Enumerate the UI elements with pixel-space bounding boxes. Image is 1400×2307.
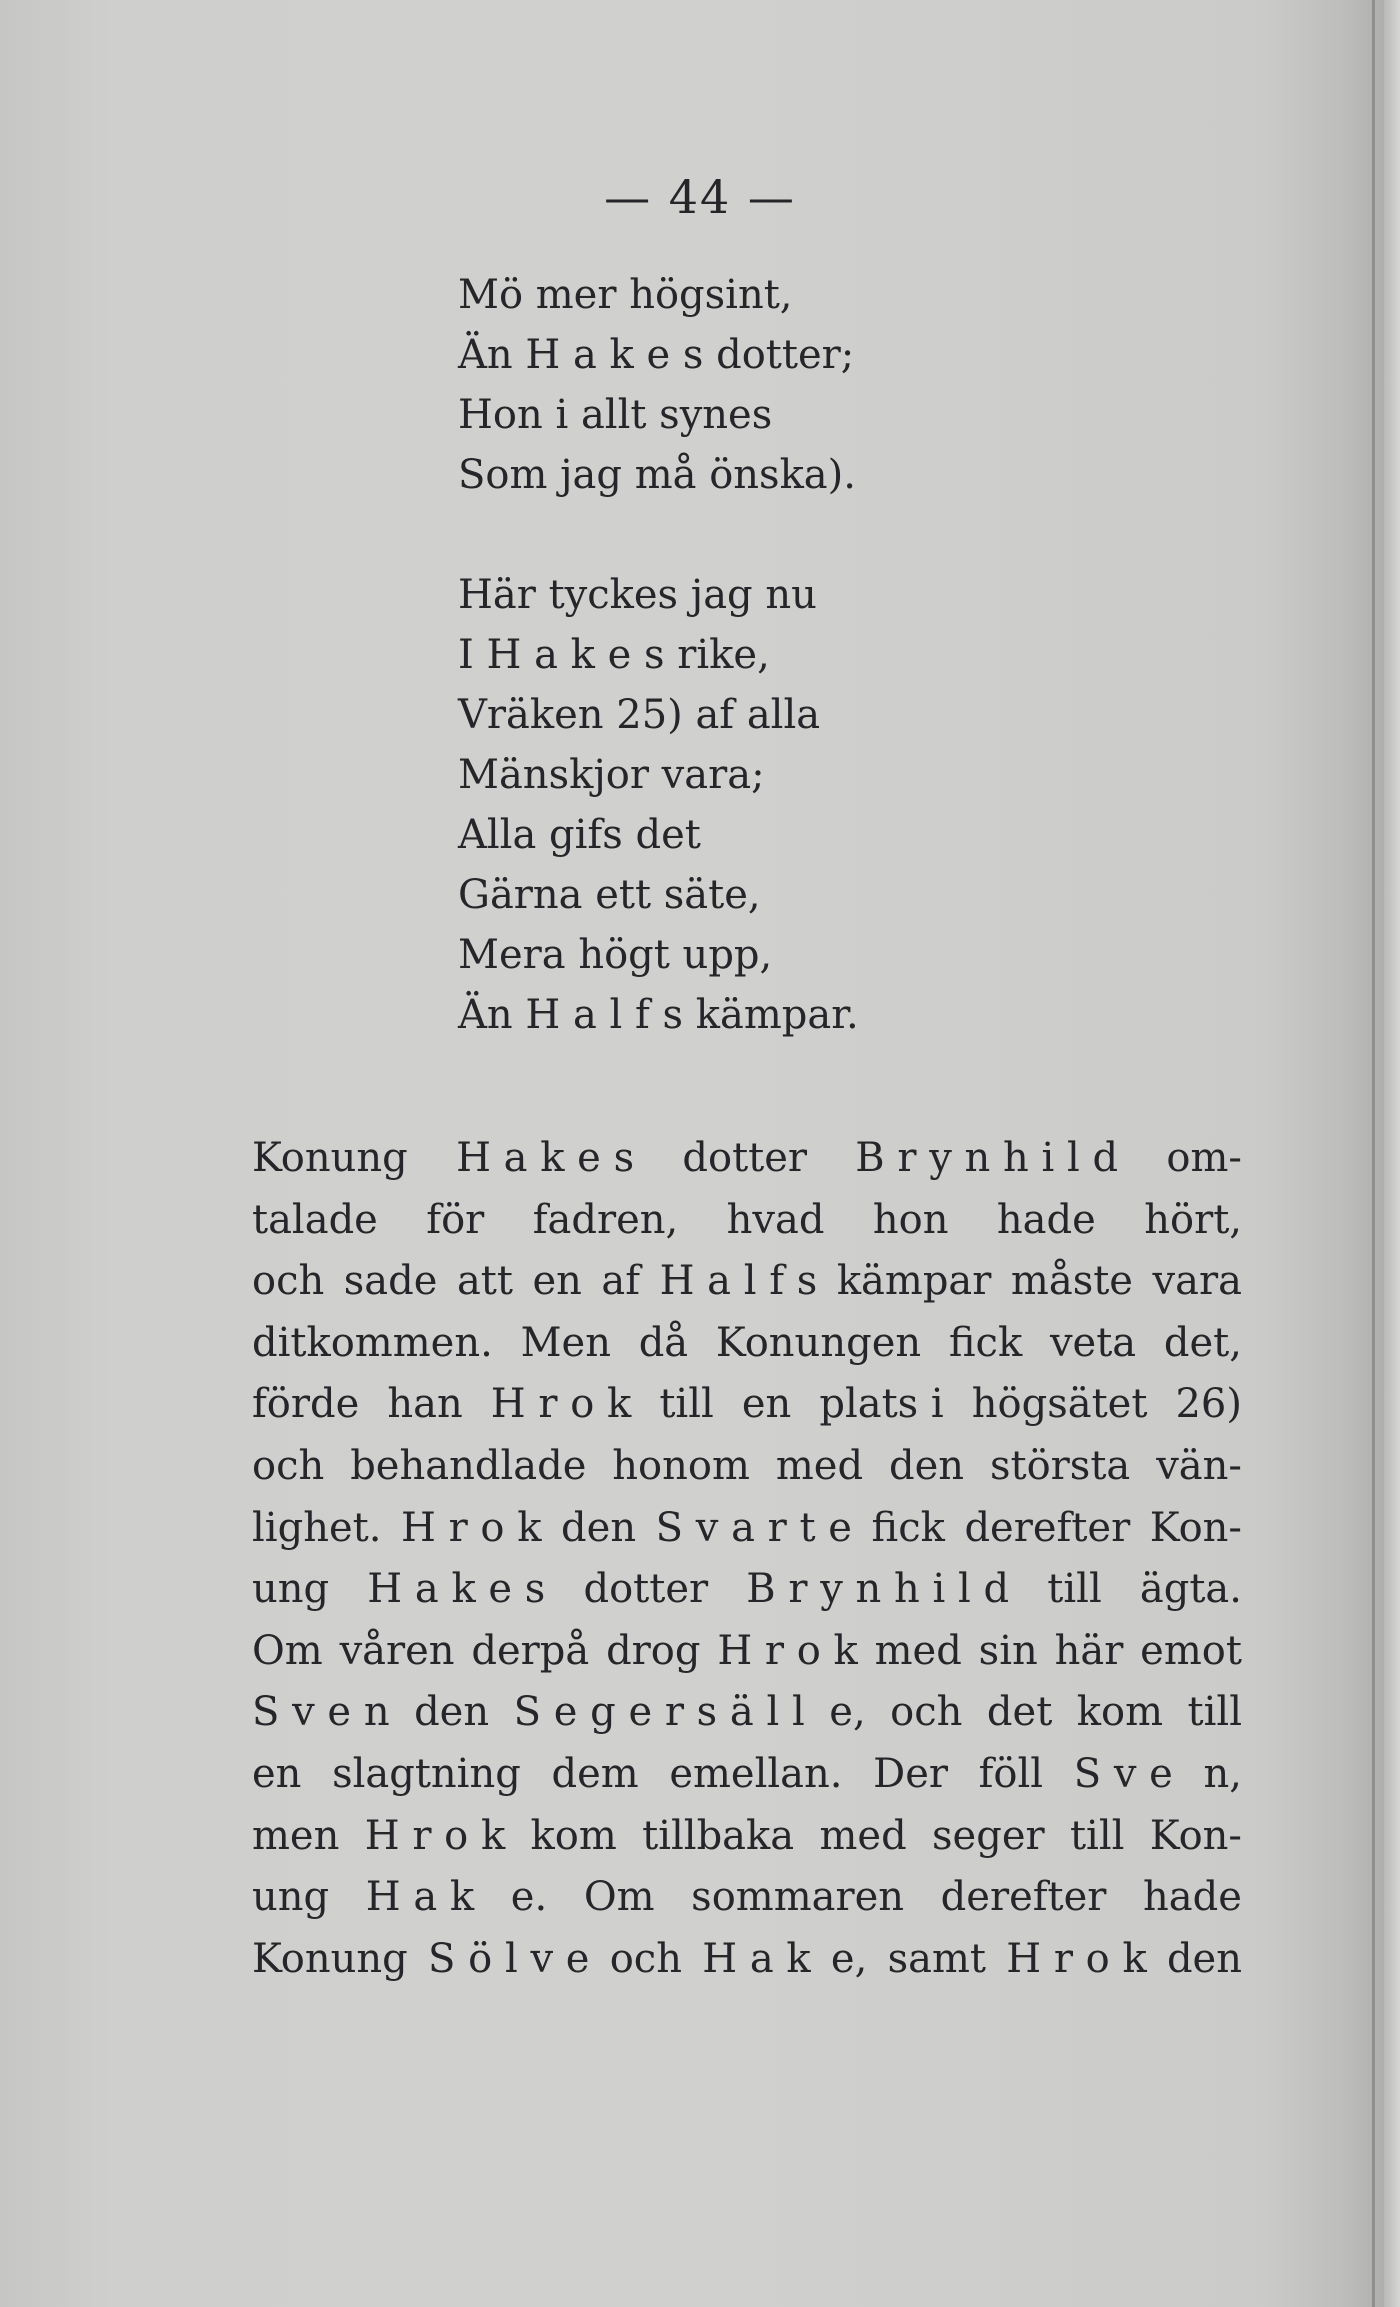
prose-line: Om våren derpå drog H r o k med sin här emot bbox=[252, 1627, 1242, 1674]
prose-line: ditkommen. Men då Konungen fick veta det, bbox=[252, 1319, 1242, 1366]
prose-line: förde han H r o k till en plats i högsätet 26) bbox=[252, 1381, 1242, 1428]
prose-line: ung H a k e. Om sommaren derefter hade bbox=[252, 1874, 1242, 1921]
poem-line: Än H a k e s dotter; bbox=[458, 332, 855, 378]
poem-line: Mänskjor vara; bbox=[458, 752, 765, 798]
poem-line: Gärna ett säte, bbox=[458, 872, 761, 918]
prose-line: men H r o k kom tillbaka med seger till Kon- bbox=[252, 1812, 1242, 1859]
page-number: — 44 — bbox=[604, 170, 796, 224]
poem-line: I H a k e s rike, bbox=[458, 632, 770, 678]
prose-block bbox=[252, 1128, 1242, 1990]
poem-block bbox=[458, 265, 859, 1045]
page-edge-shadow bbox=[1372, 0, 1375, 2307]
poem-line: Än H a l f s kämpar. bbox=[458, 992, 859, 1038]
prose-line: Konung S ö l v e och H a k e, samt H r o k den bbox=[252, 1935, 1242, 1982]
poem-line: Här tyckes jag nu bbox=[458, 572, 817, 618]
prose-line: och behandlade honom med den största vän- bbox=[252, 1442, 1242, 1489]
poem-line: Hon i allt synes bbox=[458, 392, 773, 438]
poem-line: Som jag må önska). bbox=[458, 452, 856, 498]
poem-line: Vräken 25) af alla bbox=[458, 692, 821, 738]
poem-line: Alla gifs det bbox=[458, 812, 701, 858]
poem-line: Mera högt upp, bbox=[458, 932, 773, 978]
prose-line: ung H a k e s dotter B r y n h i l d till ägta. bbox=[252, 1566, 1242, 1613]
prose-line: S v e n den S e g e r s ä l l e, och det kom till bbox=[252, 1689, 1242, 1736]
page-edge bbox=[1384, 0, 1400, 2307]
poem-line: Mö mer högsint, bbox=[458, 272, 793, 318]
prose-line: en slagtning dem emellan. Der föll S v e n, bbox=[252, 1750, 1242, 1797]
prose-line: talade för fadren, hvad hon hade hört, bbox=[252, 1196, 1242, 1243]
prose-line: lighet. H r o k den S v a r t e fick derefter Kon- bbox=[252, 1504, 1242, 1551]
stanza-break bbox=[458, 505, 859, 565]
prose-line: Konung H a k e s dotter B r y n h i l d om- bbox=[252, 1135, 1242, 1181]
prose-line: och sade att en af H a l f s kämpar måste vara bbox=[252, 1258, 1242, 1305]
